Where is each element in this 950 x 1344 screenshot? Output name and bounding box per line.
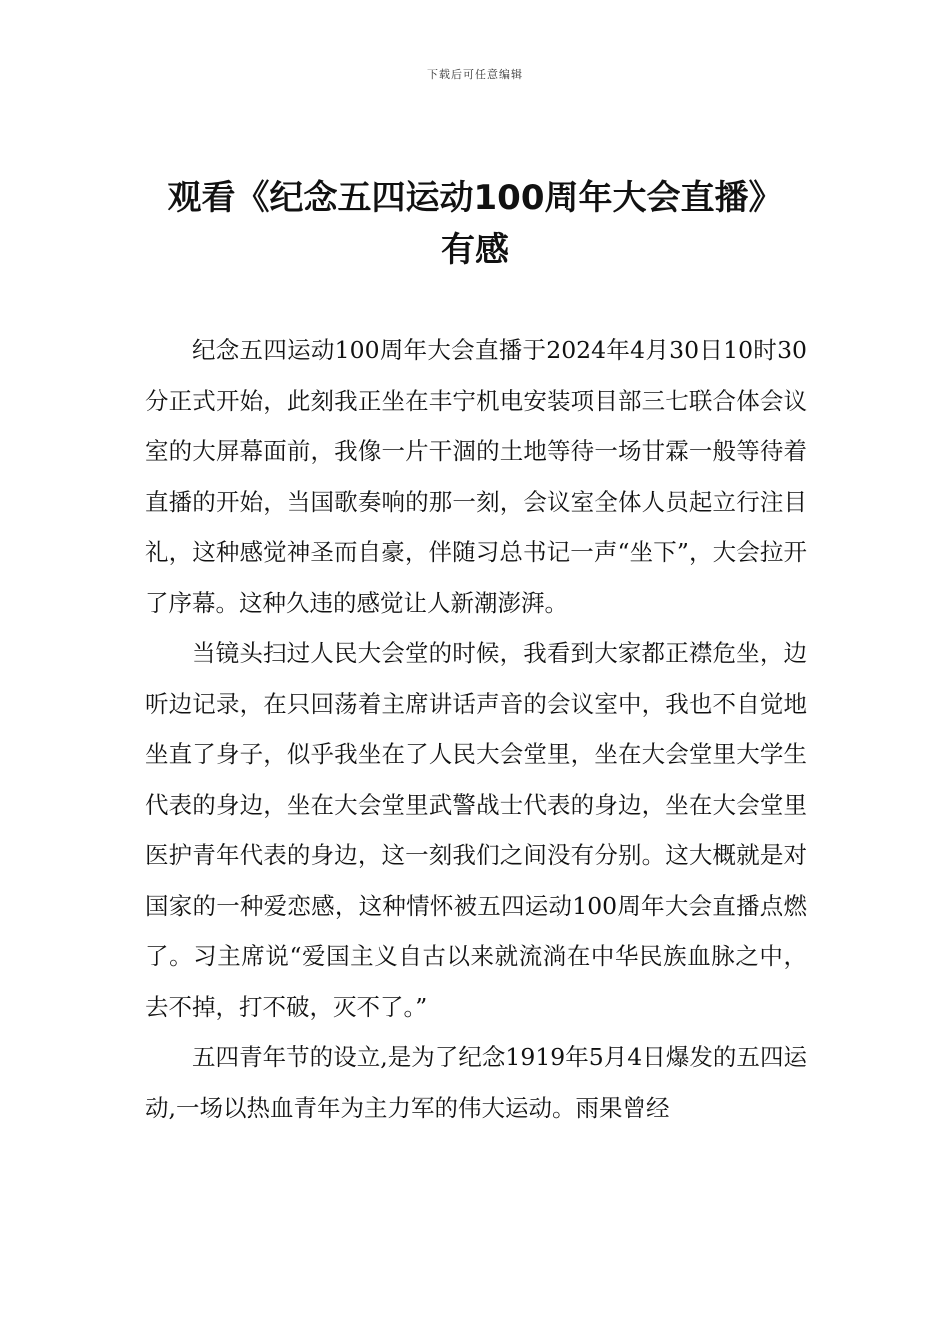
paragraph-2: 当镜头扫过人民大会堂的时候，我看到大家都正襟危坐，边听边记录，在只回荡着主席讲话声音的会议室中，我也不自觉地坐直了身子，似乎我坐在了人民大会堂里，坐在大会堂里大学生代表的身边，坐在大会堂里武警战士代表的身边，坐在大会堂里医护青年代表的身边，这一刻我们之间没有分别。这大概就是对国家的一种爱恋感，这种情怀被五四运动100周年大会直播点燃了。习主席说“爱国主义自古以来就流淌在中华民族血脉之中，去不掉，打不破，灭不了。”: [145, 639, 807, 1021]
document-body: [145, 325, 807, 1133]
paragraph-3: 五四青年节的设立,是为了纪念1919年5月4日爆发的五四运动,一场以热血青年为主力军的伟大运动。雨果曾经: [145, 1043, 807, 1122]
header-note: 下载后可任意编辑: [427, 68, 523, 81]
title-line-2: 有感: [441, 230, 509, 270]
title-line-1: 观看《纪念五四运动100周年大会直播》: [167, 178, 783, 218]
paragraph-1: 纪念五四运动100周年大会直播于2024年4月30日10时30分正式开始，此刻我正坐在丰宁机电安装项目部三七联合体会议室的大屏幕面前，我像一片干涸的土地等待一场甘霖一般等待着直播的开始，当国歌奏响的那一刻，会议室全体人员起立行注目礼，这种感觉神圣而自豪，伴随习总书记一声“坐下”，大会拉开了序幕。这种久违的感觉让人新潮澎湃。: [145, 336, 807, 617]
document-title: [100, 172, 850, 276]
